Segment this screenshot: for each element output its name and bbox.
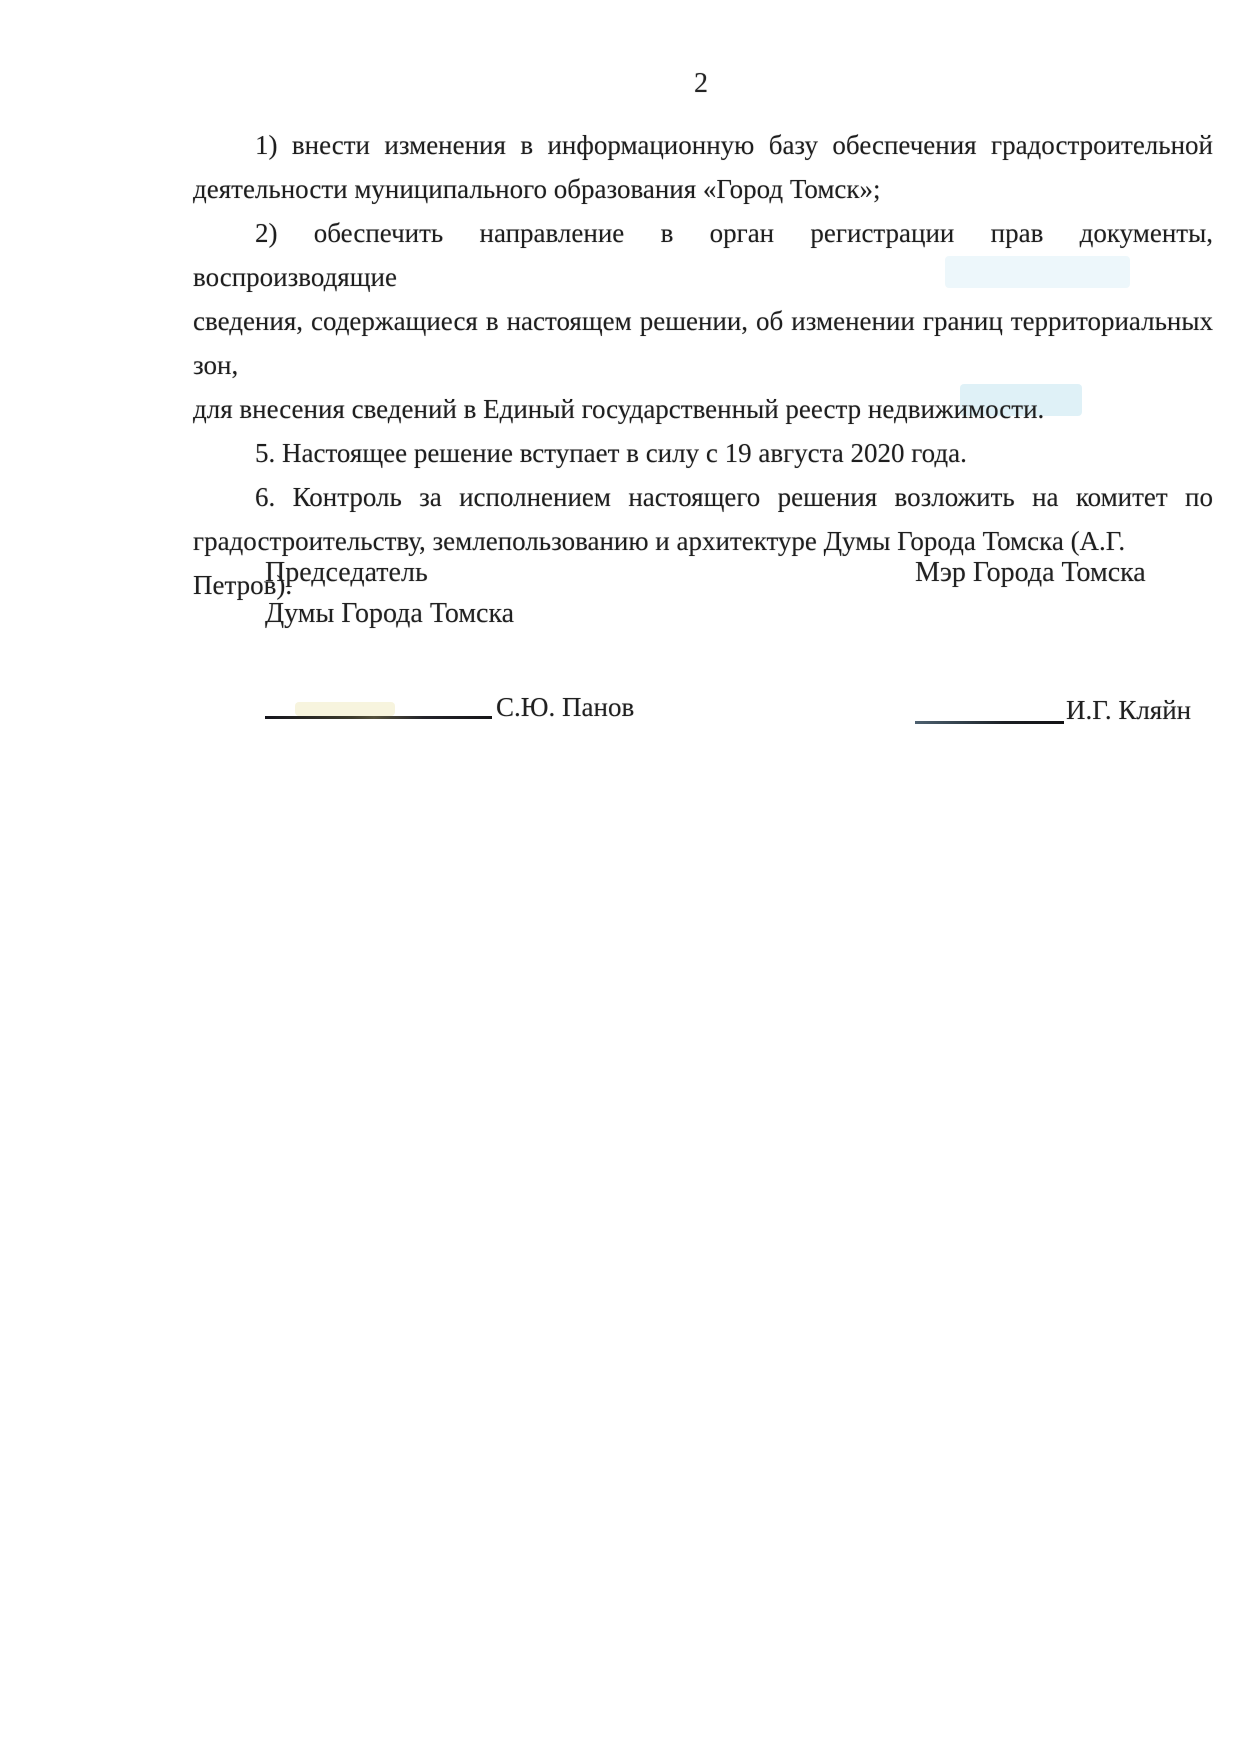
signature-left-title-line: Председатель — [265, 557, 428, 588]
text-line: деятельности муниципального образования «Город Томск»; — [193, 174, 881, 204]
signature-right-line — [915, 721, 1064, 724]
text-line: 6. Контроль за исполнением настоящего решения возложить на комитет по — [255, 482, 1213, 512]
body-text — [193, 123, 1213, 607]
page-number: 2 — [694, 68, 708, 99]
text-line: градостроительству, землепользованию и архитектуре Думы Города Томска (А.Г. Петров). — [193, 526, 1126, 600]
signature-left-line — [265, 716, 492, 719]
text-line: 1) внести изменения в информационную базу обеспечения градостроительной — [255, 130, 1213, 160]
signature-right-title: Мэр Города Томска — [915, 557, 1146, 588]
text-line: 5. Настоящее решение вступает в силу с 19 августа 2020 года. — [255, 438, 967, 468]
signature-right-name: И.Г. Кляйн — [1066, 695, 1192, 725]
signature-left-name: С.Ю. Панов — [496, 692, 635, 722]
text-line: сведения, содержащиеся в настоящем решении, об изменении границ территориальных зон, — [193, 306, 1213, 380]
scan-artifact — [295, 702, 395, 716]
signature-left-title — [265, 552, 514, 634]
text-line: 2) обеспечить направление в орган регистрации прав документы, воспроизводящие — [193, 218, 1213, 292]
signature-left-organization: Думы Города Томска — [265, 598, 515, 629]
text-line: для внесения сведений в Единый государственный реестр недвижимости. — [193, 394, 1045, 424]
